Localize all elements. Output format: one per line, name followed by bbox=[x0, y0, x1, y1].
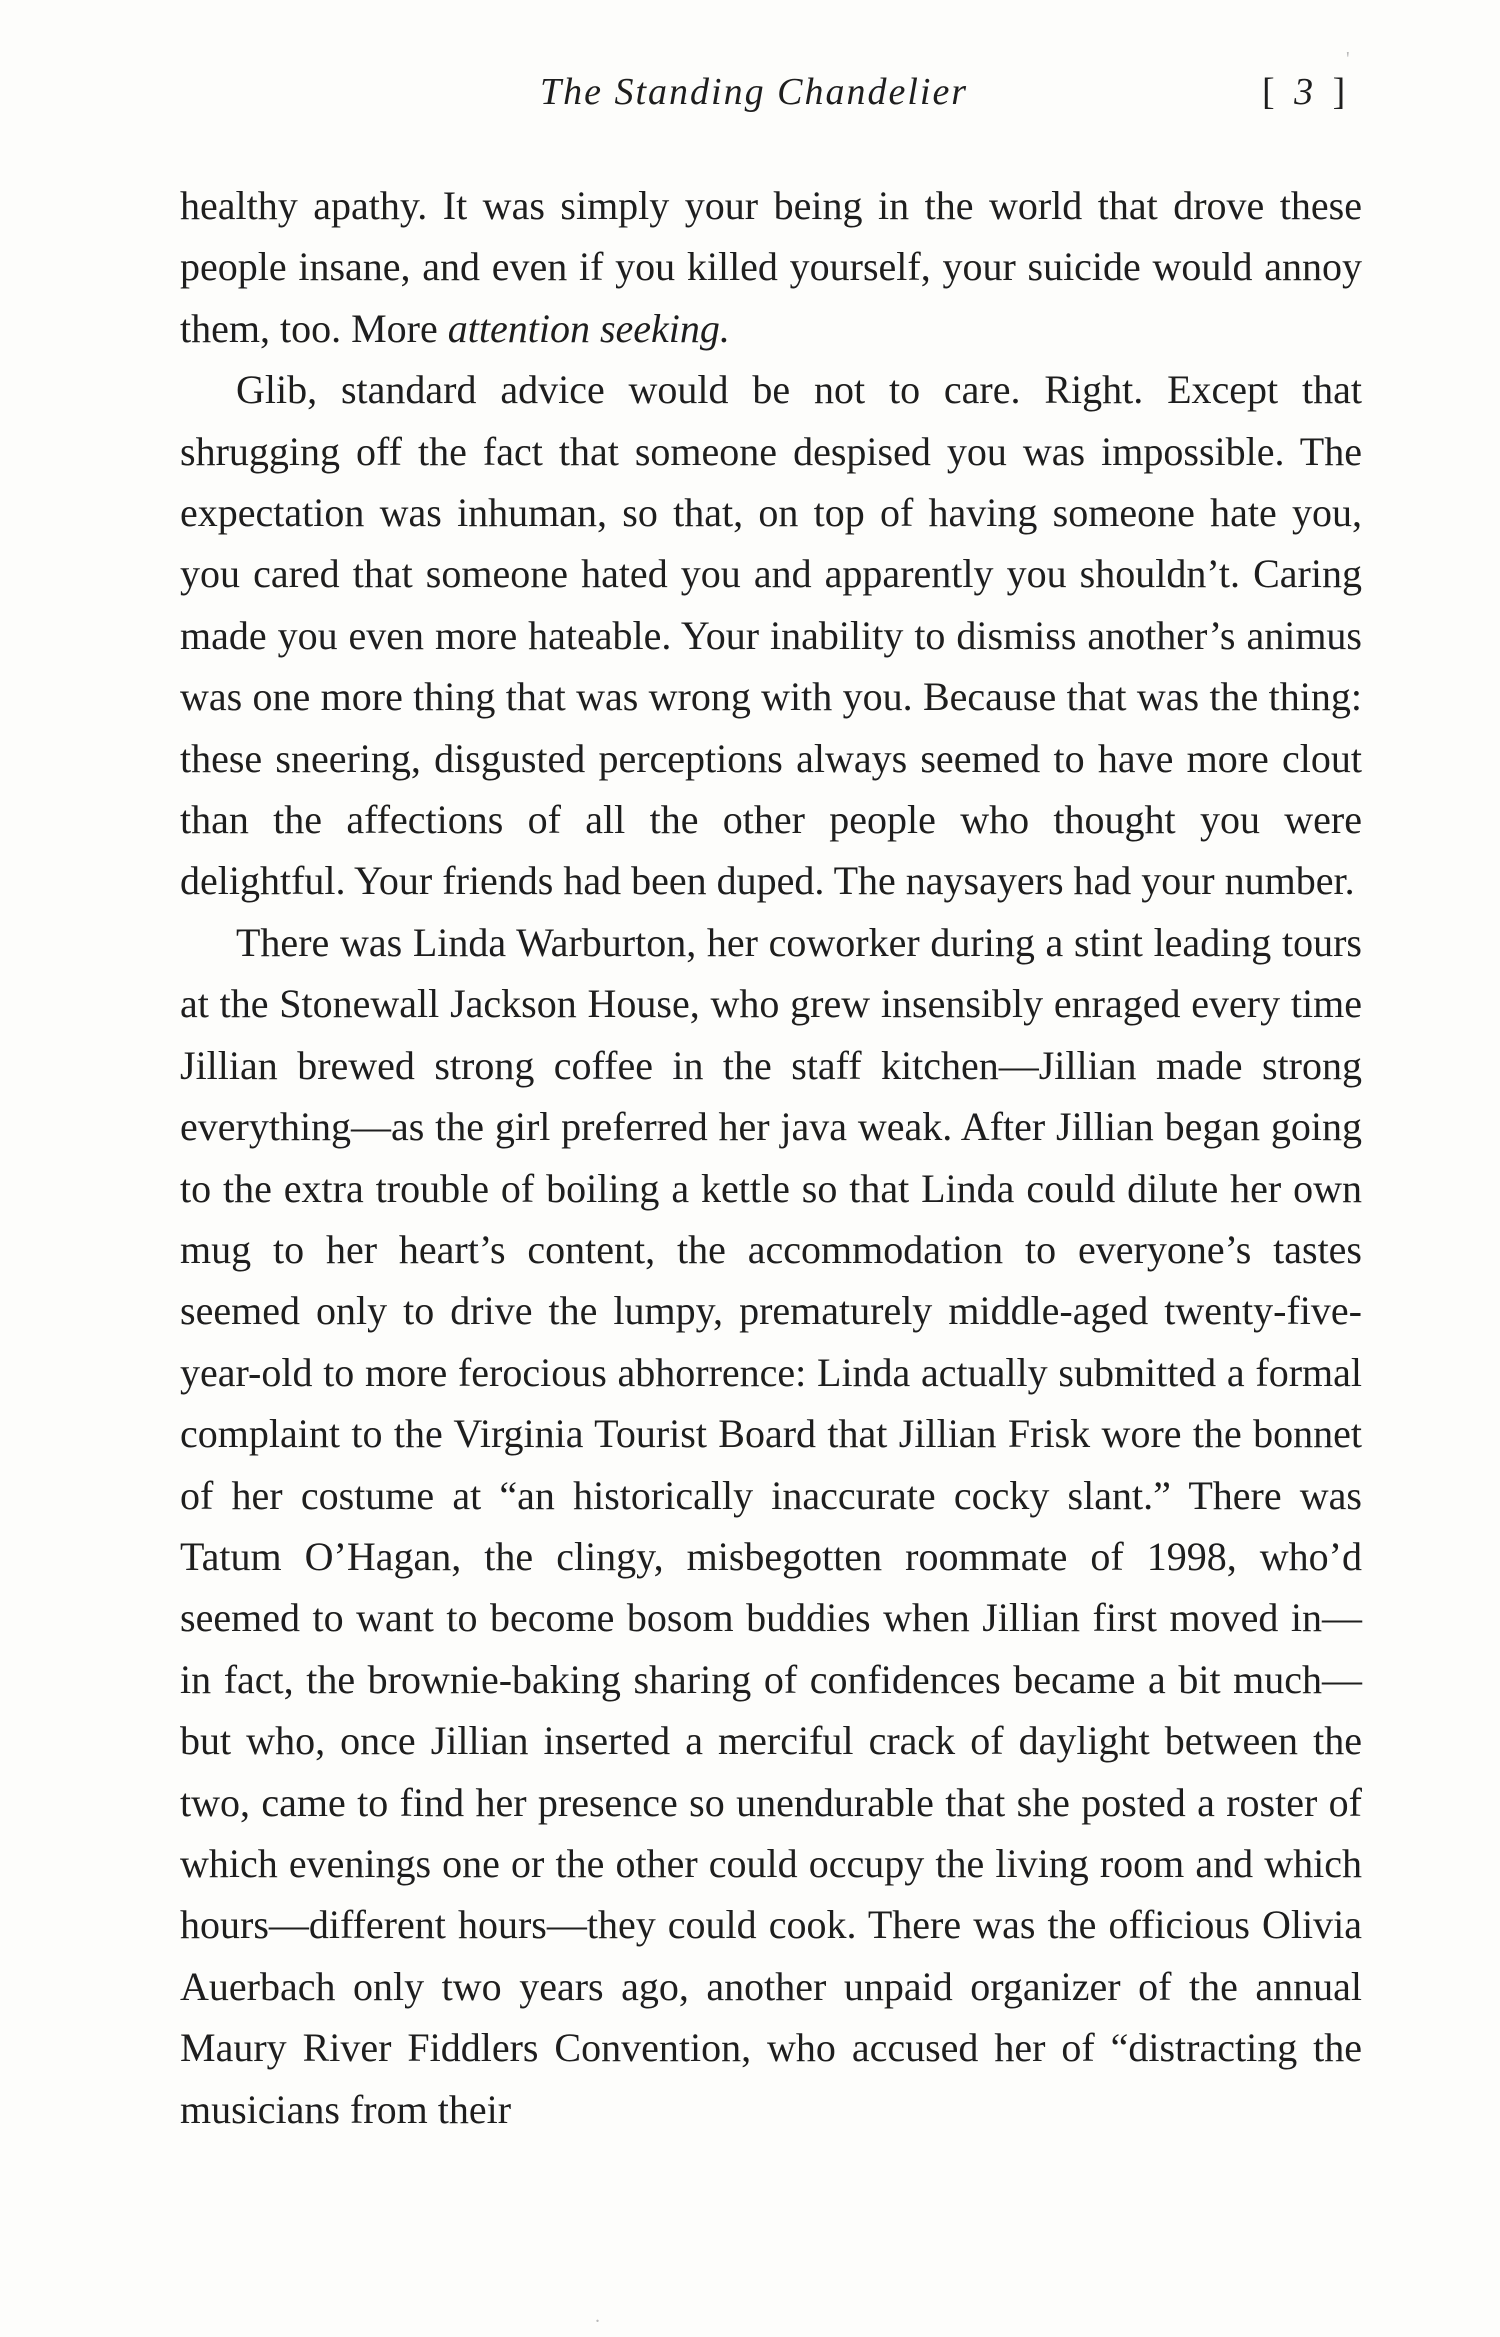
paragraph-1-emphasis: attention seeking. bbox=[447, 305, 730, 351]
bracket-open: [ bbox=[1262, 71, 1275, 113]
scan-speck: . bbox=[595, 2305, 600, 2327]
running-header bbox=[0, 70, 1500, 130]
paragraph-1 bbox=[180, 175, 1362, 359]
paragraph-1-text: healthy apathy. It was simply your being in the world that drove these people insane, and even if you killed yourself, your suicide would annoy them, too. More bbox=[180, 183, 1362, 351]
paragraph-3: There was Linda Warburton, her coworker during a stint leading tours at the Stonewall Jackson House, who grew insensibly enraged every time Jillian brewed strong coffee in the staff kitchen—Jillian made strong everything—as the girl preferred her java weak. After Jillian began going to the extra trouble of boiling a kettle so that Linda could dilute her own mug to her heart’s content, the accommodation to everyone’s tastes seemed only to drive the lumpy, prematurely middle-aged twenty-five-year-old to more ferocious abhorrence: Linda actually submitted a formal complaint to the Virginia Tourist Board that Jillian Frisk wore the bonnet of her costume at “an historically inaccurate cocky slant.” There was Tatum O’Hagan, the clingy, misbegotten roommate of 1998, who’d seemed to want to become bosom buddies when Jillian first moved in—in fact, the brownie-baking sharing of confidences became a bit much—but who, once Jillian inserted a merciful crack of daylight between the two, came to find her presence so unendurable that she posted a roster of which evenings one or the other could occupy the living room and which hours—different hours—they could cook. There was the officious Olivia Auerbach only two years ago, another unpaid organizer of the annual Maury River Fiddlers Convention, who accused her of “distracting the musicians from their bbox=[180, 919, 1362, 2132]
paragraph-2: Glib, standard advice would be not to care. Right. Except that shrugging off the fact that someone despised you was impossible. The expectation was inhuman, so that, on top of having someone hate you, you cared that someone hated you and apparently you shouldn’t. Caring made you even more hateable. Your inability to dismiss another’s animus was one more thing that was wrong with you. Because that was the thing: these sneering, disgusted perceptions always seemed to have more clout than the affections of all the other people who thought you were delightful. Your friends had been duped. The naysayers had your number. bbox=[180, 367, 1362, 904]
running-title: The Standing Chandelier bbox=[540, 71, 969, 113]
bracket-close: ] bbox=[1332, 71, 1346, 113]
scan-speck: ' bbox=[1346, 48, 1350, 70]
page-number-value: 3 bbox=[1294, 71, 1314, 113]
body-text bbox=[180, 175, 1362, 2140]
page-number bbox=[1262, 70, 1345, 114]
